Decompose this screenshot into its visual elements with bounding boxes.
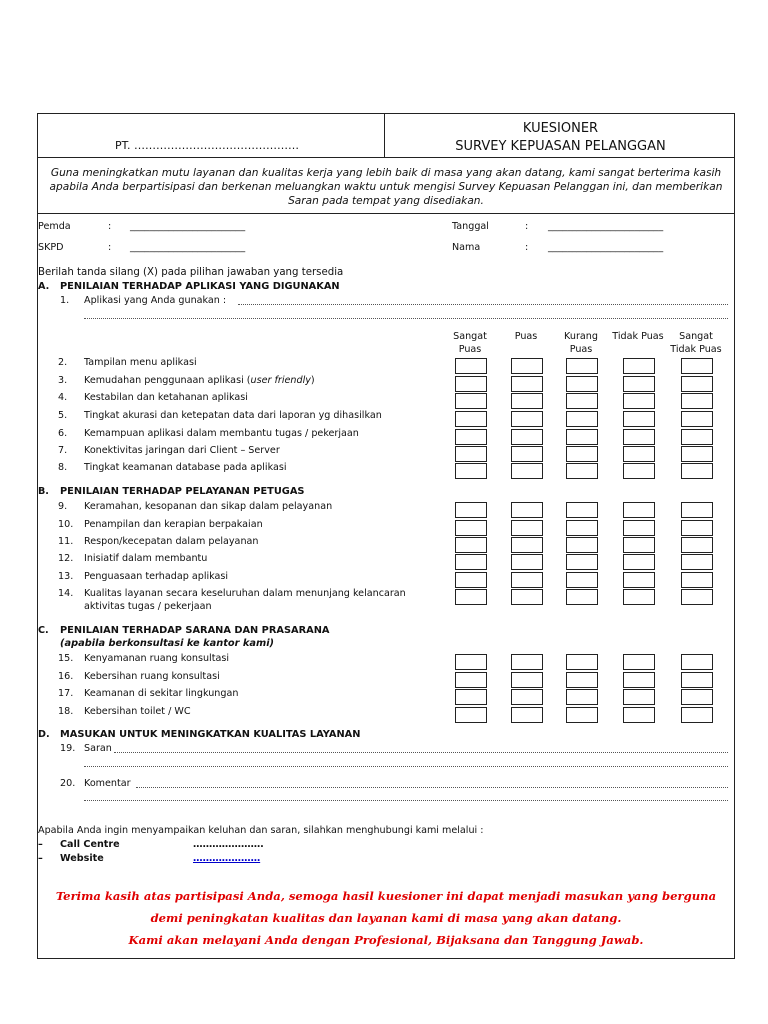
col-header-puas: Puas [514, 331, 538, 342]
saran-answer-line-2[interactable] [84, 766, 728, 767]
question-text-main: Penampilan dan kerapian berpakaian [84, 519, 263, 530]
call-centre-dash: – [38, 839, 43, 850]
answer-box-sangat-puas[interactable] [455, 358, 487, 374]
closing-line-2: demi peningkatan kualitas dan layanan kami di masa yang akan datang. [150, 911, 622, 925]
answer-box-sangat-puas[interactable] [455, 654, 487, 670]
answer-box-kurang-puas[interactable] [566, 358, 598, 374]
question-text-main: Tingkat keamanan database pada aplikasi [84, 462, 287, 473]
answer-box-puas[interactable] [511, 589, 543, 605]
section-a-title: PENILAIAN TERHADAP APLIKASI YANG DIGUNAKAN [60, 281, 340, 292]
answer-box-sangat-puas[interactable] [455, 429, 487, 445]
answer-box-sangat-tidak-puas[interactable] [681, 654, 713, 670]
question-number: 5. [58, 410, 68, 421]
answer-box-sangat-puas[interactable] [455, 572, 487, 588]
answer-box-sangat-puas[interactable] [455, 672, 487, 688]
question-number: 2. [58, 357, 68, 368]
instruction: Berilah tanda silang (X) pada pilihan jawaban yang tersedia [38, 267, 344, 278]
form-title-line2: SURVEY KEPUASAN PELANGGAN [455, 139, 666, 154]
question-number: 8. [58, 462, 68, 473]
answer-box-tidak-puas[interactable] [623, 654, 655, 670]
answer-box-sangat-tidak-puas[interactable] [681, 446, 713, 462]
answer-box-sangat-tidak-puas[interactable] [681, 463, 713, 479]
tanggal-colon: : [525, 221, 529, 232]
answer-box-sangat-tidak-puas[interactable] [681, 537, 713, 553]
question-text-main: Kenyamanan ruang konsultasi [84, 653, 230, 664]
answer-box-tidak-puas[interactable] [623, 537, 655, 553]
question-text-main: Penguasaan terhadap aplikasi [84, 571, 229, 582]
answer-box-puas[interactable] [511, 376, 543, 392]
answer-box-puas[interactable] [511, 463, 543, 479]
question-text [84, 428, 359, 439]
answer-box-tidak-puas[interactable] [623, 393, 655, 409]
question-text-main: Inisiatif dalam membantu [84, 553, 208, 564]
question-number: 9. [58, 501, 68, 512]
answer-box-sangat-tidak-puas[interactable] [681, 376, 713, 392]
skpd-colon: : [108, 242, 112, 253]
section-d-title: MASUKAN UNTUK MENINGKATKAN KUALITAS LAYANAN [60, 729, 361, 740]
answer-box-kurang-puas[interactable] [566, 672, 598, 688]
call-centre-label: Call Centre [60, 839, 120, 850]
nama-field[interactable]: ________________________ [548, 242, 664, 253]
answer-box-tidak-puas[interactable] [623, 520, 655, 536]
section-c-subtitle: (apabila berkonsultasi ke kantor kami) [60, 638, 275, 649]
answer-box-sangat-puas[interactable] [455, 689, 487, 705]
answer-box-sangat-tidak-puas[interactable] [681, 554, 713, 570]
answer-box-puas[interactable] [511, 393, 543, 409]
answer-box-puas[interactable] [511, 654, 543, 670]
answer-box-puas[interactable] [511, 411, 543, 427]
nama-colon: : [525, 242, 529, 253]
answer-box-sangat-tidak-puas[interactable] [681, 502, 713, 518]
question-text-end: ) [310, 375, 315, 386]
answer-box-kurang-puas[interactable] [566, 654, 598, 670]
answer-box-sangat-puas[interactable] [455, 707, 487, 723]
question-text [84, 706, 191, 717]
answer-box-sangat-tidak-puas[interactable] [681, 520, 713, 536]
answer-box-puas[interactable] [511, 572, 543, 588]
question-text-main: Kebersihan ruang konsultasi [84, 671, 220, 682]
question-text-main: Kestabilan dan ketahanan aplikasi [84, 392, 248, 403]
section-b-title: PENILAIAN TERHADAP PELAYANAN PETUGAS [60, 486, 305, 497]
question-text [84, 357, 197, 368]
section-c-letter: C. [38, 625, 49, 636]
answer-box-kurang-puas[interactable] [566, 589, 598, 605]
question-1-text: Aplikasi yang Anda gunakan : [84, 295, 227, 306]
question-text [84, 571, 228, 582]
closing-line-1: Terima kasih atas partisipasi Anda, semoga hasil kuesioner ini dapat menjadi masukan yang berguna [55, 889, 717, 903]
website-label: Website [60, 853, 104, 864]
answer-box-sangat-tidak-puas[interactable] [681, 393, 713, 409]
pemda-label: Pemda [38, 221, 71, 232]
answer-box-tidak-puas[interactable] [623, 554, 655, 570]
answer-box-kurang-puas[interactable] [566, 393, 598, 409]
answer-box-kurang-puas[interactable] [566, 554, 598, 570]
answer-box-kurang-puas[interactable] [566, 707, 598, 723]
answer-box-puas[interactable] [511, 554, 543, 570]
question-number: 14. [58, 588, 74, 599]
answer-box-sangat-puas[interactable] [455, 376, 487, 392]
col-header-tidak-puas: Tidak Puas [612, 331, 664, 342]
answer-box-sangat-puas[interactable] [455, 393, 487, 409]
question-text [84, 688, 238, 699]
section-c-title: PENILAIAN TERHADAP SARANA DAN PRASARANA [60, 625, 330, 636]
skpd-field[interactable]: ________________________ [130, 242, 246, 253]
question-1-answer-line[interactable] [238, 304, 728, 305]
question-text-main: Konektivitas jaringan dari Client – Server [84, 445, 280, 456]
question-number: 10. [58, 519, 74, 530]
question-number: 6. [58, 428, 68, 439]
answer-box-tidak-puas[interactable] [623, 463, 655, 479]
tanggal-label: Tanggal [452, 221, 489, 232]
question-text-main: Tampilan menu aplikasi [84, 357, 197, 368]
answer-box-sangat-tidak-puas[interactable] [681, 572, 713, 588]
answer-box-tidak-puas[interactable] [623, 446, 655, 462]
answer-box-kurang-puas[interactable] [566, 463, 598, 479]
pemda-colon: : [108, 221, 112, 232]
question-number: 4. [58, 392, 68, 403]
question-text [84, 671, 220, 682]
answer-box-puas[interactable] [511, 537, 543, 553]
answer-box-puas[interactable] [511, 446, 543, 462]
answer-box-tidak-puas[interactable] [623, 707, 655, 723]
answer-box-puas[interactable] [511, 429, 543, 445]
question-1-number: 1. [60, 295, 70, 306]
question-number: 18. [58, 706, 74, 717]
question-number: 17. [58, 688, 74, 699]
intro-text: Guna meningkatkan mutu layanan dan kualitas kerja yang lebih baik di masa yang akan datang, kami sangat berterima kasih apabila Anda berpartisipasi dan berkenan meluangkan waktu untuk mengisi Survey Kepuasan Pelanggan ini, dan memberikan Saran pada tempat yang disediakan. [49, 167, 723, 207]
answer-box-kurang-puas[interactable] [566, 689, 598, 705]
answer-box-kurang-puas[interactable] [566, 572, 598, 588]
answer-box-sangat-tidak-puas[interactable] [681, 689, 713, 705]
question-text [84, 588, 406, 599]
closing-line-3: Kami akan melayani Anda dengan Profesional, Bijaksana dan Tanggung Jawab. [128, 933, 644, 947]
col-header-kurang-puas: Kurang Puas [564, 331, 598, 355]
answer-box-kurang-puas[interactable] [566, 411, 598, 427]
contact-intro: Apabila Anda ingin menyampaikan keluhan dan saran, silahkan menghubungi kami melalui : [38, 825, 484, 836]
answer-box-kurang-puas[interactable] [566, 376, 598, 392]
company-name: PT. ……………………………………… [115, 139, 300, 152]
question-text [84, 445, 280, 456]
answer-box-sangat-puas[interactable] [455, 589, 487, 605]
answer-box-sangat-puas[interactable] [455, 463, 487, 479]
answer-box-tidak-puas[interactable] [623, 358, 655, 374]
section-a-letter: A. [38, 281, 50, 292]
question-text [84, 410, 382, 421]
answer-box-kurang-puas[interactable] [566, 446, 598, 462]
answer-box-puas[interactable] [511, 502, 543, 518]
answer-box-kurang-puas[interactable] [566, 502, 598, 518]
question-number: 12. [58, 553, 74, 564]
question-number: 16. [58, 671, 74, 682]
question-text [84, 375, 315, 386]
question-number: 15. [58, 653, 74, 664]
question-text-main: Kualitas layanan secara keseluruhan dalam menunjang kelancaran [84, 588, 406, 599]
call-centre-value: …………………. [193, 839, 264, 850]
question-text-main: Keamanan di sekitar lingkungan [84, 688, 239, 699]
answer-box-tidak-puas[interactable] [623, 689, 655, 705]
question-20-text: Komentar [84, 778, 131, 789]
col-header-sangat-tidak-puas: Sangat Tidak Puas [670, 331, 722, 355]
answer-box-sangat-puas[interactable] [455, 520, 487, 536]
header-column-divider [384, 113, 385, 157]
answer-box-sangat-puas[interactable] [455, 446, 487, 462]
answer-box-sangat-tidak-puas[interactable] [681, 429, 713, 445]
question-text [84, 553, 207, 564]
answer-box-tidak-puas[interactable] [623, 376, 655, 392]
answer-box-puas[interactable] [511, 672, 543, 688]
question-number: 13. [58, 571, 74, 582]
question-number: 3. [58, 375, 68, 386]
tanggal-field[interactable]: ________________________ [548, 221, 664, 232]
question-text-main: Keramahan, kesopanan dan sikap dalam pelayanan [84, 501, 333, 512]
answer-box-kurang-puas[interactable] [566, 520, 598, 536]
answer-box-tidak-puas[interactable] [623, 411, 655, 427]
question-text [84, 501, 332, 512]
answer-box-tidak-puas[interactable] [623, 672, 655, 688]
intro-divider [37, 213, 735, 214]
answer-box-sangat-tidak-puas[interactable] [681, 411, 713, 427]
answer-box-puas[interactable] [511, 358, 543, 374]
answer-box-tidak-puas[interactable] [623, 589, 655, 605]
header-divider [37, 157, 735, 158]
question-text [84, 392, 248, 403]
question-text-main: Kebersihan toilet / WC [84, 706, 191, 717]
answer-box-sangat-puas[interactable] [455, 537, 487, 553]
question-text-main: Kemampuan aplikasi dalam membantu tugas / pekerjaan [84, 428, 359, 439]
answer-box-sangat-tidak-puas[interactable] [681, 672, 713, 688]
answer-box-sangat-tidak-puas[interactable] [681, 589, 713, 605]
question-number: 11. [58, 536, 74, 547]
answer-box-sangat-tidak-puas[interactable] [681, 358, 713, 374]
answer-box-sangat-puas[interactable] [455, 411, 487, 427]
answer-box-tidak-puas[interactable] [623, 572, 655, 588]
question-text [84, 519, 263, 530]
question-1-answer-line-2[interactable] [84, 318, 728, 319]
col-header-sangat-puas: Sangat Puas [453, 331, 487, 355]
question-20-number: 20. [60, 778, 76, 789]
nama-label: Nama [452, 242, 481, 253]
komentar-answer-line[interactable] [136, 787, 728, 788]
question-text [84, 462, 287, 473]
question-19-number: 19. [60, 743, 76, 754]
website-dash: – [38, 853, 43, 864]
question-text-line2: aktivitas tugas / pekerjaan [84, 601, 212, 612]
question-text-main: Kemudahan penggunaan aplikasi ( [84, 375, 251, 386]
answer-box-sangat-tidak-puas[interactable] [681, 707, 713, 723]
answer-box-sangat-puas[interactable] [455, 502, 487, 518]
answer-box-puas[interactable] [511, 689, 543, 705]
skpd-label: SKPD [38, 242, 64, 253]
question-text-main: Tingkat akurasi dan ketepatan data dari laporan yg dihasilkan [84, 410, 382, 421]
website-link[interactable]: ………………… [193, 853, 261, 864]
question-text [84, 536, 258, 547]
section-d-letter: D. [38, 729, 50, 740]
section-b-letter: B. [38, 486, 49, 497]
komentar-answer-line-2[interactable] [84, 800, 728, 801]
question-19-text: Saran [84, 743, 112, 754]
answer-box-tidak-puas[interactable] [623, 429, 655, 445]
question-text-italic: user friendly [250, 375, 311, 386]
answer-box-puas[interactable] [511, 707, 543, 723]
saran-answer-line[interactable] [114, 752, 728, 753]
answer-box-kurang-puas[interactable] [566, 537, 598, 553]
answer-box-kurang-puas[interactable] [566, 429, 598, 445]
form-title-line1: KUESIONER [522, 121, 599, 136]
answer-box-tidak-puas[interactable] [623, 502, 655, 518]
question-text [84, 653, 229, 664]
answer-box-puas[interactable] [511, 520, 543, 536]
pemda-field[interactable]: ________________________ [130, 221, 246, 232]
question-number: 7. [58, 445, 68, 456]
question-text-main: Respon/kecepatan dalam pelayanan [84, 536, 259, 547]
answer-box-sangat-puas[interactable] [455, 554, 487, 570]
